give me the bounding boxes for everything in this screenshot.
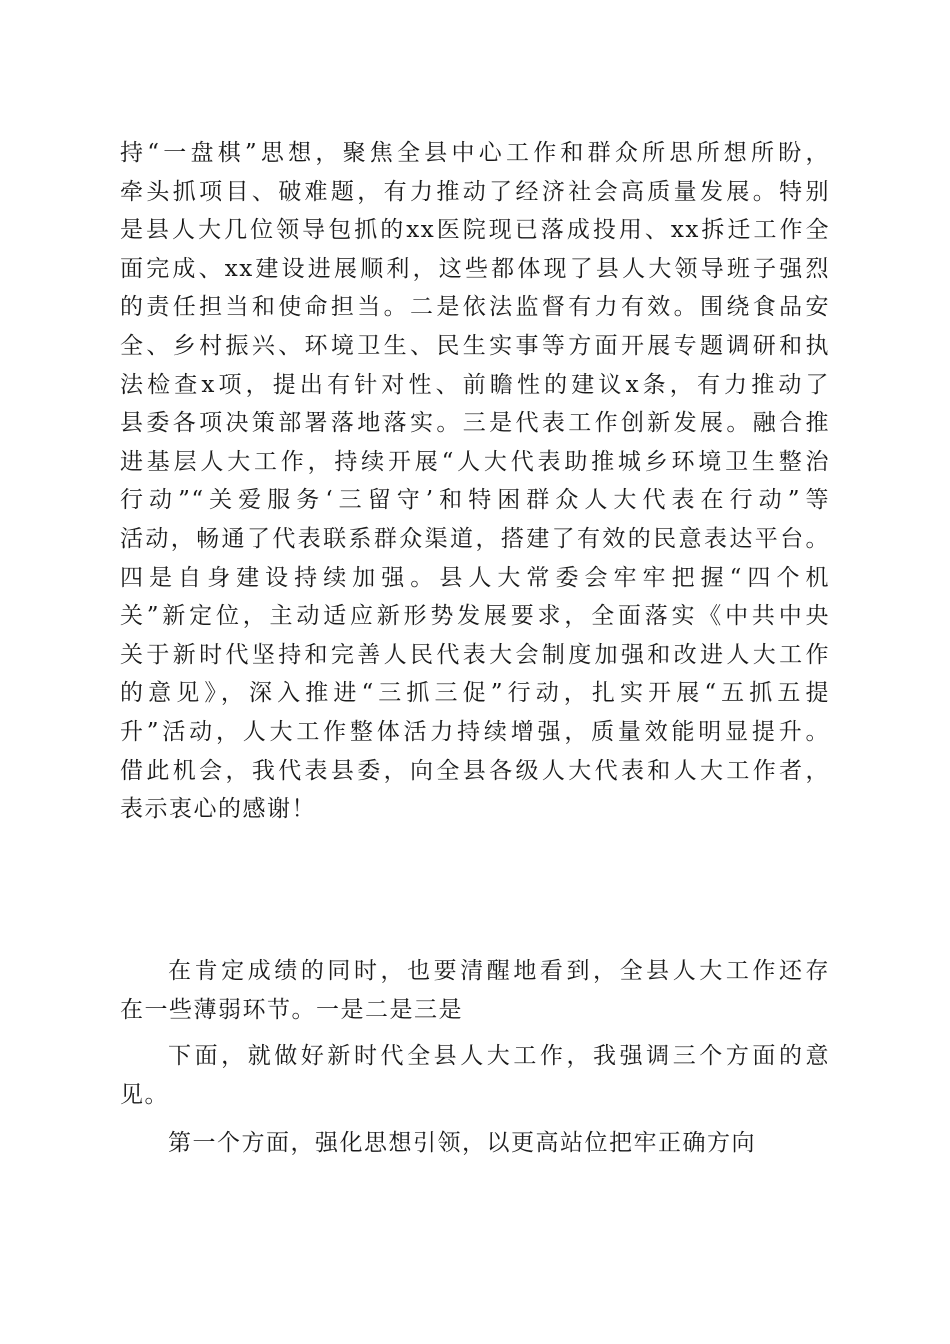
text-line: 是县人大几位领导包抓的xx医院现已落成投用、xx拆迁工作全 (120, 217, 830, 244)
text-line: 关”新定位，主动适应新形势发展要求，全面落实《中共中央 (120, 603, 830, 630)
text-line: 牵头抓项目、破难题，有力推动了经济社会高质量发展。特别 (120, 178, 830, 205)
text-line: 法检查x项，提出有针对性、前瞻性的建议x条，有力推动了 (120, 371, 830, 398)
text-line: 借此机会，我代表县委，向全县各级人大代表和人大工作者， (120, 757, 830, 784)
text-line: 关于新时代坚持和完善人民代表大会制度加强和改进人大工作 (120, 641, 830, 668)
section-heading-text: 第一个方面，强化思想引领，以更高站位把牢正确方向 (168, 1130, 756, 1156)
text-line: 行动”“关爱服务‘三留守’和特困群众人大代表在行动”等 (120, 487, 830, 514)
text-line: 的意见》，深入推进“三抓三促”行动，扎实开展“五抓五提 (120, 680, 830, 707)
paragraph-achievements (120, 134, 830, 829)
paragraph-intro (120, 1037, 830, 1114)
text-line: 活动，畅通了代表联系群众渠道，搭建了有效的民意表达平台。 (120, 525, 830, 552)
paragraph-weaknesses (120, 952, 830, 1029)
text-line: 全、乡村振兴、环境卫生、民生实事等方面开展专题调研和执 (120, 332, 830, 359)
text-line: 在肯定成绩的同时，也要清醒地看到，全县人大工作还存 (168, 958, 830, 984)
section-heading (120, 1124, 830, 1163)
text-line: 下面，就做好新时代全县人大工作，我强调三个方面的意 (168, 1043, 830, 1069)
text-line: 见。 (120, 1081, 169, 1108)
text-line: 的责任担当和使命担当。二是依法监督有力有效。围绕食品安 (120, 294, 830, 321)
text-line: 表示衷心的感谢！ (120, 796, 316, 823)
text-line: 进基层人大工作，持续开展“人大代表助推城乡环境卫生整治 (120, 448, 830, 475)
text-line: 升”活动，人大工作整体活力持续增强，质量效能明显提升。 (120, 718, 830, 745)
text-line: 四是自身建设持续加强。县人大常委会牢牢把握“四个机 (120, 564, 830, 591)
text-line: 县委各项决策部署落地落实。三是代表工作创新发展。融合推 (120, 410, 830, 437)
text-line: 持“一盘棋”思想，聚焦全县中心工作和群众所思所想所盼， (120, 140, 830, 166)
text-line: 在一些薄弱环节。一是二是三是 (120, 996, 463, 1023)
text-line: 面完成、xx建设进展顺利，这些都体现了县人大领导班子强烈 (120, 255, 830, 282)
